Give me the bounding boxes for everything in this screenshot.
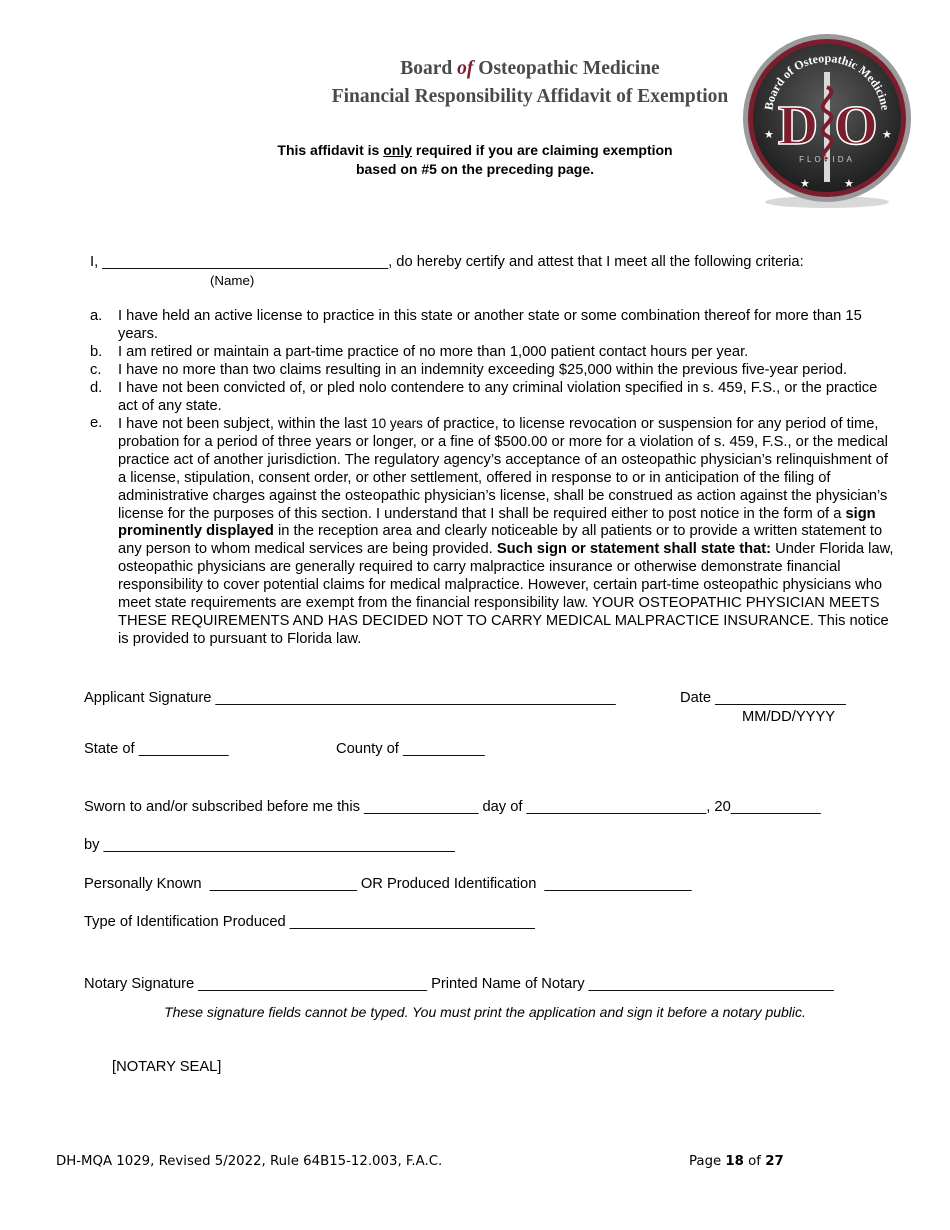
sworn-subscribed-field[interactable]: Sworn to and/or subscribed before me this ______________ day of ______________________, 20___________ [84,799,821,815]
criteria-text-part: 10 years [371,416,423,431]
state-of-field[interactable]: State of ___________ [84,741,229,757]
notary-seal-placeholder: [NOTARY SEAL] [112,1059,222,1075]
seal-monogram-d: D [777,95,819,157]
board-seal-logo [742,32,912,210]
notary-signature-field[interactable]: Notary Signature ____________________________ Printed Name of Notary ______________________________ [84,976,834,992]
date-format-caption: MM/DD/YYYY [742,709,836,725]
seal-state-text: FLORIDA [799,155,855,164]
name-certification-line[interactable]: I, ___________________________________, do hereby certify and attest that I meet all the following criteria: [90,254,804,270]
seal-monogram-o: O [834,95,878,157]
date-field[interactable]: Date ________________ [680,690,846,706]
criteria-label: c. [90,362,102,378]
criteria-text: I have not been convicted of, or pled nolo contendere to any criminal violation specified in s. 459, F.S., or the practice act of any state. [118,380,878,414]
identification-field[interactable]: Personally Known __________________ OR Produced Identification __________________ [84,876,692,892]
page-of-label: of [743,1154,766,1169]
seal-arc-text: Board of Osteopathic Medicine [761,50,893,112]
criteria-label: d. [90,380,103,396]
name-caption: (Name) [210,273,255,288]
page-total: 27 [765,1154,784,1169]
criteria-text-part: Under Florida law, osteopathic physicians are generally required to carry malpractice insurance or otherwise demonstrate financial responsibility to cover potential claims for medical malpractice. However, certain part-time osteopathic physicians who meet state requirements are exempt from the financial responsibility law. YOUR OSTEOPATHIC PHYSICIAN MEETS THESE REQUIREMENTS AND HAS DECIDED NOT TO CARRY MEDICAL MALPRACTICE INSURANCE. This notice is provided to pursuant to Florida law. [118,541,894,647]
criteria-bold-text: sign prominently displayed [118,505,876,540]
criteria-text-part: of practice, to license revocation or suspension for any period of time, probation for a period of three years or longer, or a fine of $500.00 or more for a violation of s. 459, F.S., or the medical practice act of another jurisdiction. The regulatory agency’s acceptance of an osteopathic physician’s relinquishment of a license, stipulation, consent order, or other settlement, offered in response to or in anticipation of the filing of administrative charges against the osteopathic physician’s license, shall be construed as action against the physician’s license for the purposes of this section. I understand that I shall be required either to post notice in the form of a [118,416,888,522]
notice-only: only [383,142,412,158]
notice-post: required if you are claiming exemption [411,142,673,158]
signature-instruction-note: These signature fields cannot be typed. You must print the application and sign it before a notary public. [164,1004,806,1020]
criteria-label: a. [90,308,103,324]
page-current: 18 [725,1154,744,1169]
footer-page-number [689,1154,784,1169]
star-icon: ★ [844,178,854,190]
star-icon: ★ [764,129,774,141]
county-of-field[interactable]: County of __________ [336,741,485,757]
criteria-text: I am retired or maintain a part-time practice of no more than 1,000 patient contact hours per year. [118,344,749,360]
board-name-post: Osteopathic Medicine [473,58,660,79]
board-name-pre: Board [400,58,458,79]
star-icon: ★ [882,129,892,141]
form-title: Financial Responsibility Affidavit of Exemption [331,86,729,107]
notice-line2: based on #5 on the preceding page. [355,161,595,177]
criteria-label: e. [90,415,103,431]
criteria-text-part: in the reception area and clearly noticeable by all patients or to provide a written statement to any person to whom medical services are being provided. [118,523,883,558]
notice-pre: This affidavit is [277,142,384,158]
footer-form-id: DH-MQA 1029, Revised 5/2022, Rule 64B15-12.003, F.A.C. [56,1154,443,1169]
criteria-text: I have held an active license to practice in this state or another state or some combination thereof for more than 15 years. [118,308,862,342]
criteria-label: b. [90,344,103,360]
by-field[interactable]: by ___________________________________________ [84,837,455,853]
exemption-notice [240,141,710,179]
criteria-bold-text: Such sign or statement shall state that: [496,541,772,558]
board-name-of: of [457,58,474,79]
star-icon: ★ [800,178,810,190]
criteria-text [118,415,896,649]
page-label: Page [689,1154,726,1169]
identification-type-field[interactable]: Type of Identification Produced ______________________________ [84,914,535,930]
criteria-text: I have no more than two claims resulting in an indemnity exceeding $25,000 within the previous five-year period. [118,362,848,378]
criteria-text-part: I have not been subject, within the last [118,416,372,432]
applicant-signature-field[interactable]: Applicant Signature _________________________________________________ [84,690,616,706]
